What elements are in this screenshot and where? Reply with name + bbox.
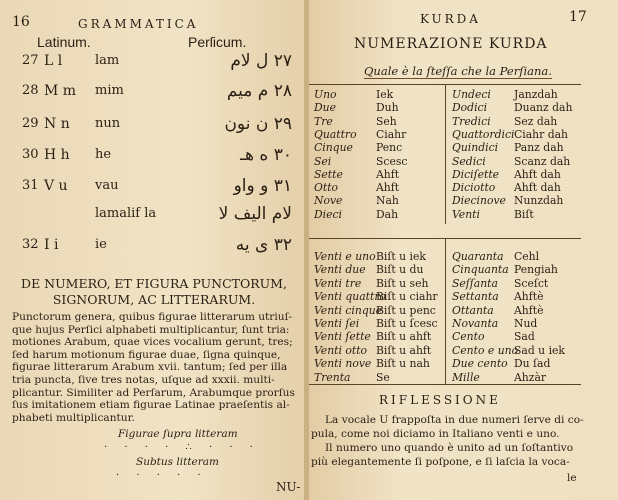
numeral-italian: Uno [314, 88, 337, 101]
running-head-left: GRAMMATICA [78, 17, 199, 31]
persian-letter: ۲۸ م ميم [226, 81, 292, 101]
numeral-italian: Due cento [452, 357, 508, 371]
numeral-kurdish: Sez dah [514, 114, 558, 128]
numeral-italian: Tre [314, 114, 333, 128]
letter-name: mim [95, 83, 124, 98]
numeral-italian: Diciotto [452, 181, 496, 195]
numeral-kurdish: Ahft dah [514, 181, 561, 195]
numeral-italian: Sette [314, 167, 343, 181]
numeral-kurdish: Ahzàr [514, 370, 547, 384]
numeral-kurdish: Ciahr [376, 127, 407, 141]
riflessione-line: Il numero uno quando è unito ad un ſoſtantivo [325, 442, 574, 454]
numeral-italian: Dodici [452, 101, 488, 115]
right-page [309, 0, 618, 500]
numeral-italian: Venti cinque [314, 303, 383, 317]
persian-letter: ۳۰ ه هـ [240, 145, 292, 165]
numeral-kurdish: Nunzdah [514, 194, 564, 208]
numeral-kurdish: Duanz dah [514, 101, 573, 115]
letter-name: he [95, 147, 112, 162]
numeral-italian: Nove [314, 194, 343, 208]
alphabet-row [22, 116, 302, 140]
numeral-kurdish: Sceſct [514, 276, 549, 290]
catchword: NU- [276, 480, 301, 494]
numeral-kurdish: Duh [376, 101, 399, 115]
dots-supra: · · · · ∴ · · · [104, 442, 260, 453]
persian-letter: ۲۹ ن نون [224, 114, 292, 134]
numeral-italian: Seſſanta [452, 276, 498, 290]
figurae-supra-label: Figurae ſupra litteram [118, 428, 238, 440]
letter-name: lamalif la [95, 206, 157, 221]
numeral-italian: Venti quattro [314, 290, 387, 304]
persian-letter: لام اليف لا [218, 204, 292, 224]
numeral-italian: Settanta [452, 290, 499, 304]
numeral-italian: Mille [452, 370, 480, 384]
numeral-kurdish: Penc [376, 141, 403, 155]
numeral-kurdish: Sad [514, 330, 535, 344]
numeral-kurdish: Pengiah [514, 263, 558, 277]
numeral-kurdish: Ahft dah [514, 167, 561, 181]
numeral-italian: Sedici [452, 154, 486, 168]
numeral-italian: Ottanta [452, 303, 494, 317]
numeral-kurdish: Ahft [376, 167, 400, 181]
numeral-italian: Cinquanta [452, 263, 509, 277]
riflessione-line: più elegantemente ſi poſpone, e ſi laſcia la voca- [311, 456, 570, 468]
running-head-right: KURDA [420, 12, 481, 26]
numeral-kurdish: Sad u iek [514, 343, 565, 357]
numeral-italian: Venti due [314, 263, 366, 277]
alphabet-row [22, 147, 302, 171]
paragraph-line: Punctorum genera, quibus figurae litterarum utriuſ- [12, 311, 293, 323]
numeral-italian: Quindici [452, 141, 499, 155]
numeral-kurdish: Ahftè [514, 290, 544, 304]
numeral-kurdish: Biſt u nah [376, 357, 430, 371]
riflessione-heading: RIFLESSIONE [379, 393, 501, 407]
numeral-italian: Venti ſei [314, 317, 360, 330]
section-title-line-2: SIGNORUM, AC LITTERARUM. [52, 292, 256, 307]
letter-name: vau [95, 178, 119, 193]
alphabet-row [22, 237, 302, 261]
numeral-kurdish: Ahftè [514, 303, 544, 317]
numeral-italian: Quattordici [452, 127, 515, 141]
alphabet-row [22, 53, 302, 77]
numeral-kurdish: Biſt u ciahr [376, 290, 438, 304]
paragraph-line: que hujus Perſici alphabeti multiplicantur, ſunt tria: [12, 323, 290, 336]
numeral-kurdish: Janzdah [514, 88, 558, 101]
column-header-latin: Latinum. [37, 34, 91, 50]
paragraph-line: phabeti multiplicantur. [12, 411, 135, 424]
riflessione-line: La vocale U frappoſta in due numeri ſerve di co- [325, 414, 584, 426]
numeral-italian: Tredici [452, 114, 491, 128]
riflessione-line: pula, come noi diciamo in Italiano venti e uno. [311, 428, 560, 440]
numeral-kurdish: Panz dah [514, 141, 564, 155]
paragraph-line: motiones Arabum, quae vices vocalium gerunt, tres; [12, 336, 293, 349]
paragraph-line: ſus imitationem etiam figurae Latinae praeſentis al- [12, 399, 290, 412]
numeral-italian: Cento [452, 330, 485, 344]
numeral-italian: Diecinove [452, 194, 506, 208]
numeral-kurdish: Scesc [376, 154, 408, 168]
dots-subtus: · · · · · [116, 470, 208, 481]
numeral-italian: Cento e uno [452, 343, 519, 357]
numeral-kurdish: Biſt u ſcesc [376, 317, 438, 330]
numeral-kurdish: Du ſad [514, 357, 551, 371]
latin-letters: L l [44, 53, 63, 69]
latin-letters: N n [44, 116, 70, 132]
letter-name: ie [95, 237, 107, 252]
numeral-kurdish: Seh [376, 114, 397, 128]
table-divider-1 [445, 84, 446, 224]
persian-letter: ۲۷ ل لام [230, 51, 292, 71]
numeral-italian: Venti [452, 207, 480, 221]
letter-number: 30 [22, 147, 39, 162]
letter-name: lam [95, 53, 120, 68]
numeral-italian: Dieci [314, 207, 342, 221]
persian-letter: ۳۱ و واو [233, 176, 292, 196]
page-subtitle: Quale è la ſteſſa che la Perſiana. [364, 64, 552, 78]
numeral-kurdish: Dah [376, 207, 399, 221]
numeral-italian: Venti ſette [314, 330, 371, 344]
numeral-italian: Venti e uno [314, 250, 376, 263]
section-title-line-1: DE NUMERO, ET FIGURA PUNCTORUM, [21, 276, 287, 291]
numeral-italian: Novanta [452, 317, 499, 330]
numeral-kurdish: Biſt u penc [376, 303, 436, 317]
numeral-italian: Quaranta [452, 250, 504, 263]
page-number-right: 17 [569, 9, 587, 25]
numeral-italian: Undeci [452, 88, 491, 101]
left-page [0, 0, 306, 500]
alphabet-row [22, 206, 302, 230]
numeral-italian: Sei [314, 154, 332, 168]
numeral-kurdish: Cehl [514, 250, 540, 263]
body-paragraph [12, 311, 302, 424]
numeral-kurdish: Iek [376, 88, 394, 101]
letter-number: 31 [22, 178, 39, 193]
catchword-right: le [567, 472, 577, 484]
letter-name: nun [95, 116, 121, 131]
column-header-persian: Perſicum. [188, 34, 247, 50]
subtus-label: Subtus litteram [136, 456, 219, 468]
numeral-kurdish: Biſt u ahft [376, 330, 432, 344]
latin-letters: I i [44, 237, 59, 253]
latin-letters: H h [44, 147, 70, 163]
numeral-kurdish: Biſt u iek [376, 250, 426, 263]
paragraph-line: tria puncta, ſive tres notas, uſque ad xxxii. multi- [12, 373, 275, 386]
numeral-kurdish: Scanz dah [514, 154, 571, 168]
numeral-kurdish: Ahft [376, 181, 400, 195]
letter-number: 27 [22, 53, 39, 68]
numeral-italian: Diciſette [452, 167, 500, 181]
letter-number: 28 [22, 83, 39, 98]
alphabet-row [22, 178, 302, 202]
persian-letter: ۳۲ ى يه [235, 235, 292, 255]
numeral-italian: Trenta [314, 370, 351, 384]
numeral-italian: Due [314, 101, 336, 115]
numeral-italian: Venti nove [314, 357, 372, 371]
numeral-italian: Otto [314, 181, 339, 195]
numeral-kurdish: Biſt [514, 207, 534, 221]
numeral-italian: Venti otto [314, 343, 368, 357]
numeral-italian: Quattro [314, 127, 357, 141]
numeral-kurdish: Se [376, 370, 390, 384]
numeral-kurdish: Ciahr dah [514, 127, 569, 141]
table-rule-bottom [309, 384, 581, 385]
numeral-kurdish: Nah [376, 194, 399, 208]
page-title: NUMERAZIONE KURDA [354, 36, 548, 52]
paragraph-line: figurae litterarum Arabum xvii. tantum; ſed per illa [12, 361, 288, 374]
table-divider-2 [445, 238, 446, 384]
latin-letters: M m [44, 83, 77, 99]
latin-letters: V u [44, 178, 68, 194]
letter-number: 29 [22, 116, 39, 131]
alphabet-row [22, 83, 302, 107]
numeral-kurdish: Biſt u seh [376, 276, 429, 290]
numeral-italian: Cinque [314, 141, 353, 155]
numeral-kurdish: Nud [514, 317, 538, 330]
paragraph-line: plicantur. Similiter ad Perſarum, Arabumque prorſus [12, 386, 295, 399]
letter-number: 32 [22, 237, 39, 252]
numeral-kurdish: Biſt u ahft [376, 343, 432, 357]
numeral-italian: Venti tre [314, 276, 362, 290]
paragraph-line: ſed harum motionum figurae duae, ſigna quinque, [12, 348, 281, 361]
page-number-left: 16 [12, 14, 30, 30]
numeral-kurdish: Biſt u du [376, 263, 424, 277]
